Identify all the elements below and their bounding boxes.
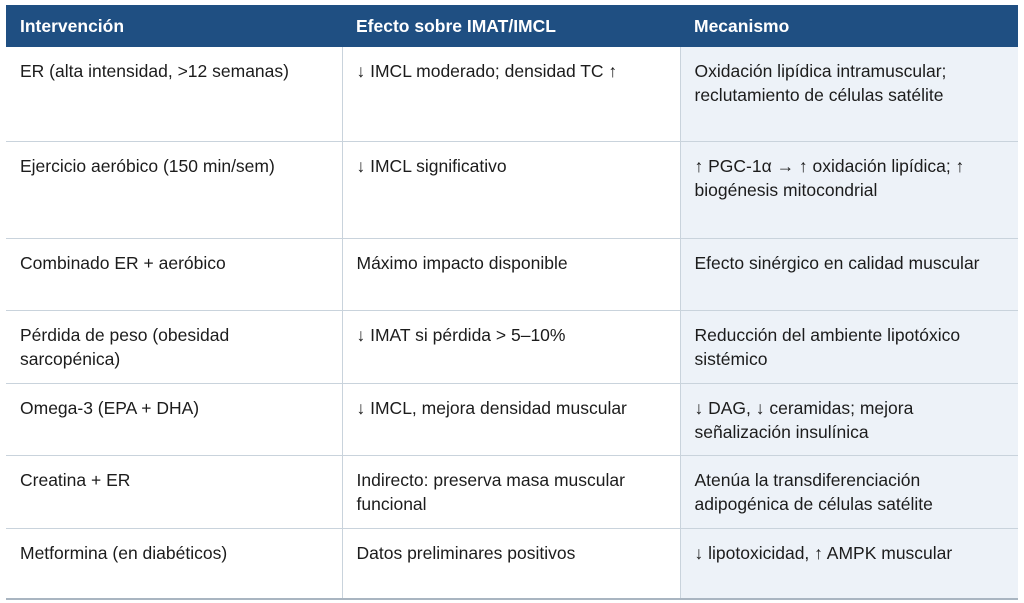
cell-mecanismo: Oxidación lipídica intramuscular; reclutamiento de células satélite (680, 47, 1018, 142)
table-row (6, 456, 1018, 529)
table-row (6, 239, 1018, 311)
header-mecanismo: Mecanismo (680, 5, 1018, 47)
interventions-table (6, 5, 1018, 600)
cell-efecto: ↓ IMCL significativo (342, 142, 680, 239)
cell-mecanismo: Reducción del ambiente lipotóxico sistémico (680, 311, 1018, 384)
table-row (6, 47, 1018, 142)
cell-intervencion: Creatina + ER (6, 456, 342, 529)
cell-intervencion: Omega-3 (EPA + DHA) (6, 384, 342, 456)
cell-efecto: Datos preliminares positivos (342, 529, 680, 600)
cell-efecto: ↓ IMCL, mejora densidad muscular (342, 384, 680, 456)
table-row (6, 529, 1018, 600)
cell-intervencion: Metformina (en diabéticos) (6, 529, 342, 600)
cell-mecanismo: ↓ DAG, ↓ ceramidas; mejora señalización insulínica (680, 384, 1018, 456)
header-efecto: Efecto sobre IMAT/IMCL (342, 5, 680, 47)
cell-efecto: Indirecto: preserva masa muscular funcional (342, 456, 680, 529)
cell-efecto: Máximo impacto disponible (342, 239, 680, 311)
header-intervencion: Intervención (6, 5, 342, 47)
cell-mecanismo: Atenúa la transdiferenciación adipogénica de células satélite (680, 456, 1018, 529)
table-row (6, 142, 1018, 239)
cell-mecanismo: ↓ lipotoxicidad, ↑ AMPK muscular (680, 529, 1018, 600)
cell-intervencion: Pérdida de peso (obesidad sarcopénica) (6, 311, 342, 384)
cell-efecto: ↓ IMAT si pérdida > 5–10% (342, 311, 680, 384)
cell-intervencion: Combinado ER + aeróbico (6, 239, 342, 311)
table-header-row (6, 5, 1018, 47)
cell-mecanismo: Efecto sinérgico en calidad muscular (680, 239, 1018, 311)
cell-intervencion: Ejercicio aeróbico (150 min/sem) (6, 142, 342, 239)
table-row (6, 311, 1018, 384)
cell-intervencion: ER (alta intensidad, >12 semanas) (6, 47, 342, 142)
cell-efecto: ↓ IMCL moderado; densidad TC ↑ (342, 47, 680, 142)
cell-mecanismo: ↑ PGC-1α → ↑ oxidación lipídica; ↑ biogénesis mitocondrial (680, 142, 1018, 239)
table-row (6, 384, 1018, 456)
